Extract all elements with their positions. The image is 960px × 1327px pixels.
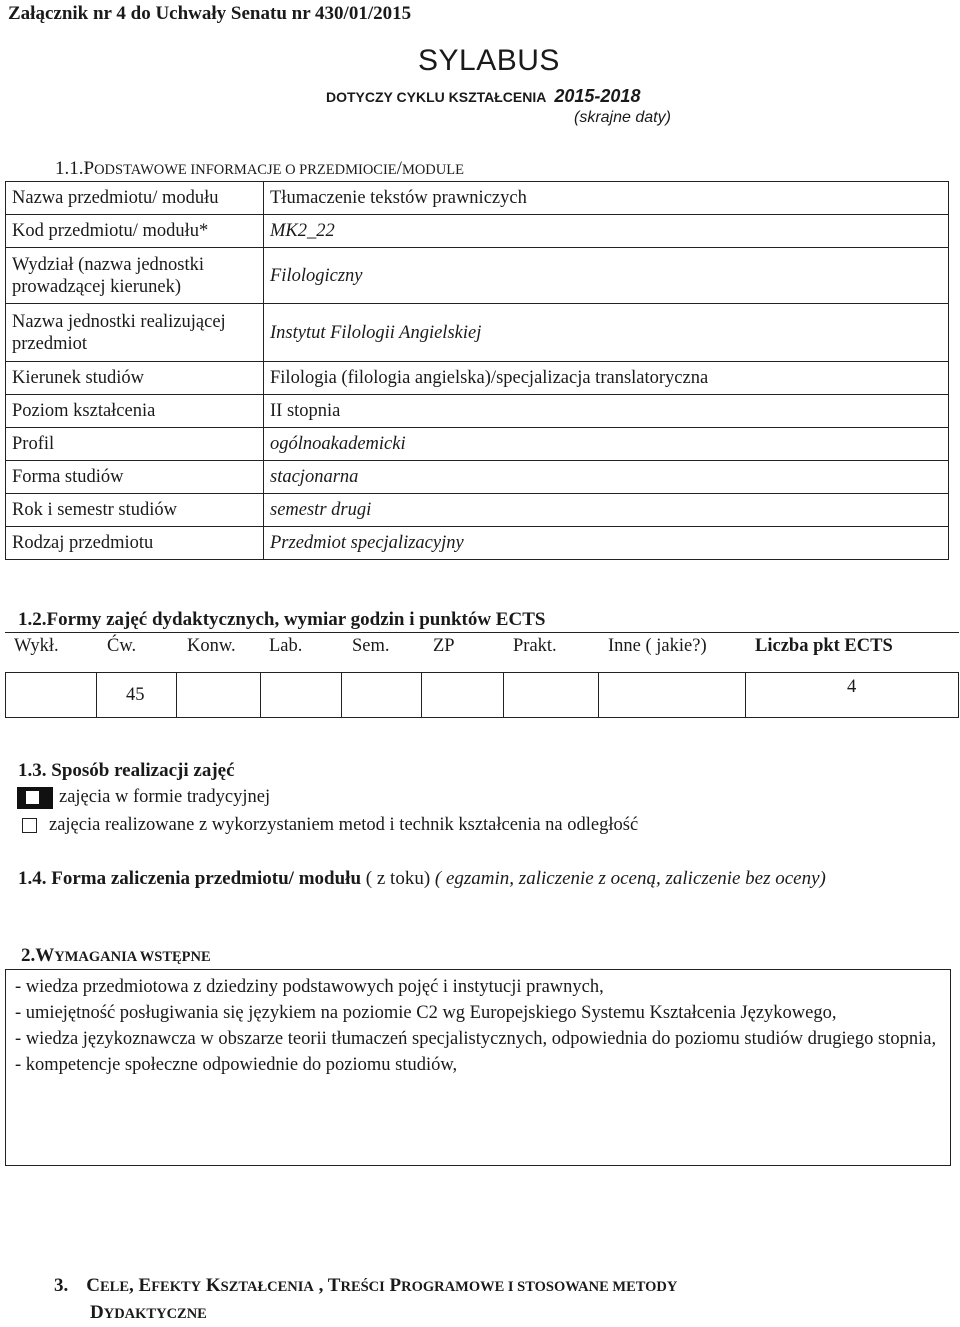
cell-divider [503, 673, 504, 717]
row-value: stacjonarna [264, 461, 949, 494]
section-3-word-small: ELE [99, 1279, 129, 1295]
section-3-number: 3. [54, 1275, 69, 1296]
cycle-label: DOTYCZY CYKLU KSZTAŁCENIA [326, 89, 547, 105]
section-1-4-line [18, 868, 826, 890]
dates-note: (skrajne daty) [574, 109, 671, 126]
section-1-1-number: 1.1. [55, 158, 84, 179]
section-2-title-cap: W [35, 945, 55, 966]
row-key: Rodzaj przedmiotu [6, 527, 264, 560]
section-1-2-heading: 1.2.Formy zajęć dydaktycznych, wymiar godzin i punktów ECTS [18, 609, 546, 630]
cell-divider [96, 673, 97, 717]
value-ects: 4 [847, 677, 857, 697]
checkbox-remote-unchecked[interactable] [22, 818, 37, 833]
header-ects: Liczba pkt ECTS [755, 636, 893, 656]
attachment-note: Załącznik nr 4 do Uchwały Senatu nr 430/01/2015 [8, 3, 412, 24]
table-row [6, 182, 949, 215]
header-practice: Prakt. [513, 636, 557, 656]
section-3-word-small: REŚCI [340, 1279, 385, 1295]
row-value: Instytut Filologii Angielskiej [264, 304, 949, 362]
requirements-box [5, 969, 951, 1166]
section-3-word-small: ROGRAMOWE I STOSOWANE METODY [401, 1279, 678, 1295]
cycle-years: 2015-2018 [554, 86, 641, 106]
row-value: semestr drugi [264, 494, 949, 527]
section-1-4-italic: ( egzamin, zaliczenie z oceną, zaliczenie bez oceny) [434, 868, 826, 889]
row-key: Profil [6, 428, 264, 461]
section-1-1-title-module: MODULE [401, 162, 464, 178]
section-3-word: P [384, 1275, 402, 1296]
header-lab: Lab. [269, 636, 303, 656]
header-conversation: Konw. [187, 636, 236, 656]
course-info-table [5, 181, 949, 560]
header-seminar: Sem. [352, 636, 390, 656]
row-key: Rok i semestr studiów [6, 494, 264, 527]
table-row [6, 395, 949, 428]
row-value: Tłumaczenie tekstów prawniczych [264, 182, 949, 215]
row-value: II stopnia [264, 395, 949, 428]
section-3-word: D [90, 1302, 104, 1323]
cell-divider [341, 673, 342, 717]
section-3-line-1 [54, 1273, 677, 1300]
row-key: Nazwa przedmiotu/ modułu [6, 182, 264, 215]
row-key: Nazwa jednostki realizującej przedmiot [6, 304, 264, 362]
section-1-1-heading [55, 158, 464, 180]
section-2-number: 2. [21, 945, 36, 966]
section-1-4-heading: 1.4. Forma zaliczenia przedmiotu/ modułu [18, 868, 362, 889]
forms-table-values [5, 672, 959, 718]
section-3-word: , E [129, 1275, 152, 1296]
section-1-4-plain: ( z toku) [361, 868, 435, 889]
row-key: Poziom kształcenia [6, 395, 264, 428]
row-key: Forma studiów [6, 461, 264, 494]
header-zp: ZP [433, 636, 455, 656]
cell-divider [260, 673, 261, 717]
section-1-3-heading: 1.3. Sposób realizacji zajęć [18, 760, 235, 781]
section-3-heading [54, 1273, 677, 1327]
option-remote-label: zajęcia realizowane z wykorzystaniem metod i technik kształcenia na odległość [49, 815, 639, 835]
header-lecture: Wykł. [14, 636, 59, 656]
table-row [6, 494, 949, 527]
row-key: Kierunek studiów [6, 362, 264, 395]
cycle-line [326, 86, 640, 107]
row-value: Przedmiot specjalizacyjny [264, 527, 949, 560]
section-3-word: C [86, 1275, 100, 1296]
requirement-item: - umiejętność posługiwania się językiem na poziomie C2 wg Europejskiego Systemu Kształcenia Językowego, [15, 1003, 837, 1023]
row-key: Kod przedmiotu/ modułu* [6, 215, 264, 248]
table-row [6, 362, 949, 395]
section-2-heading [21, 945, 211, 967]
header-exercises: Ćw. [107, 636, 137, 656]
section-3-line-2 [54, 1300, 677, 1327]
table-row [6, 248, 949, 304]
table-row [6, 304, 949, 362]
section-3-word-small: SZTAŁCENIA [220, 1279, 314, 1295]
checkbox-traditional-checked[interactable] [17, 787, 53, 809]
value-exercises: 45 [126, 685, 145, 705]
forms-table-header [5, 632, 959, 672]
section-1-1-title-small: ODSTAWOWE INFORMACJE O PRZEDMIOCIE [94, 162, 397, 178]
section-3-word: K [201, 1275, 221, 1296]
option-remote [22, 815, 638, 836]
cell-divider [745, 673, 746, 717]
section-3-word: , T [313, 1275, 341, 1296]
requirement-item: - wiedza językoznawcza w obszarze teorii tłumaczeń specjalistycznych, odpowiednia do poziomu studiów drugiego stopnia, [15, 1029, 937, 1049]
requirement-item: - kompetencje społeczne odpowiednie do poziomu studiów, [15, 1055, 458, 1075]
table-row [6, 461, 949, 494]
row-value: Filologia (filologia angielska)/specjalizacja translatoryczna [264, 362, 949, 395]
row-value: ogólnoakademicki [264, 428, 949, 461]
table-row [6, 215, 949, 248]
section-2-title-small: YMAGANIA WSTĘPNE [54, 949, 211, 965]
table-row [6, 527, 949, 560]
section-1-1-title-cap: P [83, 158, 95, 179]
row-key: Wydział (nazwa jednostki prowadzącej kierunek) [6, 248, 264, 304]
section-1-1-title-slash: / [396, 158, 402, 179]
row-value: Filologiczny [264, 248, 949, 304]
cell-divider [421, 673, 422, 717]
row-value: MK2_22 [264, 215, 949, 248]
section-3-word-small: YDAKTYCZNE [103, 1306, 207, 1322]
requirement-item: - wiedza przedmiotowa z dziedziny podstawowych pojęć i instytucji prawnych, [15, 977, 604, 997]
header-other: Inne ( jakie?) [608, 636, 707, 656]
cell-divider [598, 673, 599, 717]
section-3-word-small: FEKTY [151, 1279, 202, 1295]
cell-divider [176, 673, 177, 717]
page-title: SYLABUS [418, 44, 560, 77]
table-row [6, 428, 949, 461]
option-traditional-label: zajęcia w formie tradycyjnej [59, 787, 271, 807]
